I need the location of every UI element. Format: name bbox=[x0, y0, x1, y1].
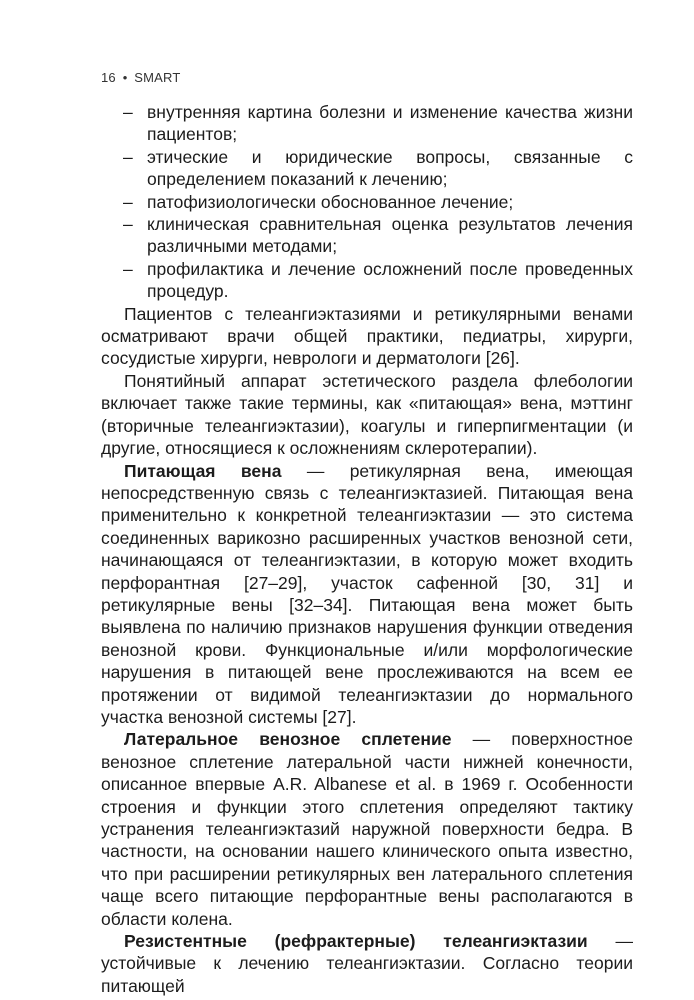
list-dash: – bbox=[123, 258, 133, 279]
paragraph-text: — ретикулярная вена, имеющая непосредственную связь с телеангиэктазией. Питающая вена применительно к конкретной телеангиэктазии — это система соединенных варикозно расширенных участков венозной сети, начинающаяся от телеангиэктазии, в которую может входить перфорантная [27–29], участок сафенной [30, 31] и ретикулярные вены [32–34]. Питающая вена может быть выявлена по наличию признаков нарушения функции отведения венозной крови. Функциональные и/или морфологические нарушения в питающей вене прослеживаются на всем ее протяжении от видимой телеангиэктазии до нормального участка венозной системы [27]. bbox=[101, 460, 634, 727]
body-text bbox=[101, 101, 633, 997]
list-item bbox=[101, 101, 633, 146]
term-heading: Латеральное венозное сплетение bbox=[124, 729, 452, 750]
list-dash: – bbox=[123, 191, 133, 212]
list-item bbox=[101, 146, 633, 191]
page-number: 16 bbox=[101, 70, 116, 85]
list-dash: – bbox=[123, 102, 133, 122]
paragraph-feeding-vein bbox=[101, 460, 633, 729]
paragraph-text: Пациентов с телеангиэктазиями и ретикулярными венами осматривают врачи общей практики, педиатры, хирурги, сосудистые хирурги, неврологи и дерматологи [26]. bbox=[101, 303, 633, 369]
list-item-text: патофизиологически обоснованное лечение; bbox=[147, 191, 514, 212]
header-separator: • bbox=[122, 70, 128, 85]
list-item-text: профилактика и лечение осложнений после проведенных процедур. bbox=[147, 258, 633, 302]
list-dash: – bbox=[123, 214, 133, 235]
paragraph-text: — устойчивые к лечению телеангиэктазии. Согласно теории питающей bbox=[101, 931, 633, 996]
running-title: SMART bbox=[134, 70, 181, 85]
term-heading: Резистентные (рефрактерные) телеангиэктазии bbox=[124, 931, 588, 952]
term-heading: Питающая вена bbox=[124, 460, 282, 481]
bullet-list bbox=[101, 101, 633, 303]
list-item bbox=[101, 191, 633, 213]
list-item-text: клиническая сравнительная оценка результатов лечения различными методами; bbox=[147, 214, 633, 257]
list-item-text: внутренняя картина болезни и изменение качества жизни пациентов; bbox=[147, 102, 633, 145]
paragraph-lateral-plexus bbox=[101, 728, 633, 930]
list-item-text: этические и юридические вопросы, связанные с определением показаний к лечению; bbox=[147, 146, 633, 190]
paragraph-resistant bbox=[101, 930, 633, 997]
paragraph-terminology bbox=[101, 370, 633, 460]
paragraph-text: Понятийный аппарат эстетического раздела флебологии включает также такие термины, как «питающая» вена, мэттинг (вторичные телеангиэктазии), коагулы и гиперпигментации (и другие, относящиеся к осложнениям склеротерапии). bbox=[101, 370, 633, 459]
list-item bbox=[101, 213, 633, 258]
list-dash: – bbox=[123, 146, 133, 167]
running-header bbox=[101, 70, 181, 85]
paragraph-text: — поверхностное венозное сплетение латеральной части нижней конечности, описанное впервые A.R. Albanese et al. в 1969 г. Особенности строения и функции этого сплетения определяют тактику устранения телеангиэктазий наружной поверхности бедра. В частности, на основании нашего клинического опыта известно, что при расширении ретикулярных вен латерального сплетения чаще всего питающие перфорантные вены располагаются в области колена. bbox=[101, 729, 633, 929]
list-item bbox=[101, 258, 633, 303]
paragraph-physicians bbox=[101, 303, 633, 370]
